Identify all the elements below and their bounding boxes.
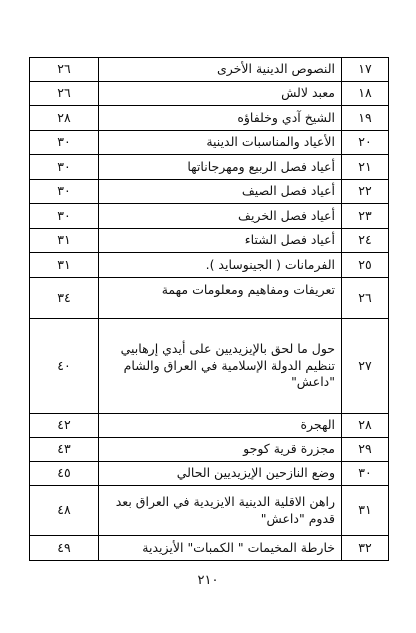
table-row — [30, 229, 389, 253]
entry-title: راهن الاقلية الدينية الايزيدية في العراق بعد قدوم "داعش" — [99, 486, 342, 536]
entry-number: ٢٢ — [342, 180, 389, 204]
entry-title: الفرمانات ( الجينوسايد ). — [99, 253, 342, 278]
entry-number: ٢٥ — [342, 253, 389, 278]
table-row — [30, 536, 389, 561]
entry-title: النصوص الدينية الأخرى — [99, 58, 342, 82]
entry-page: ٣٠ — [30, 155, 99, 180]
entry-number: ٢٤ — [342, 229, 389, 253]
entry-page: ٢٦ — [30, 58, 99, 82]
entry-title: الشيخ آدي وخلفاؤه — [99, 106, 342, 131]
entry-page: ٤٠ — [30, 319, 99, 414]
entry-title: أعياد فصل الشتاء — [99, 229, 342, 253]
entry-page: ٣٠ — [30, 204, 99, 229]
entry-number: ٢٨ — [342, 414, 389, 438]
entry-page: ٣٤ — [30, 278, 99, 319]
entry-page: ٣١ — [30, 253, 99, 278]
entry-title: وضع النازحين الإيزيديين الحالي — [99, 462, 342, 486]
entry-title: أعياد فصل الخريف — [99, 204, 342, 229]
entry-page: ٤٩ — [30, 536, 99, 561]
table-row — [30, 106, 389, 131]
entry-number: ١٩ — [342, 106, 389, 131]
table-row — [30, 462, 389, 486]
entry-number: ١٧ — [342, 58, 389, 82]
entry-number: ٣٠ — [342, 462, 389, 486]
entry-number: ٢٩ — [342, 438, 389, 462]
entry-page: ٢٦ — [30, 82, 99, 106]
entry-title: مجزرة قرية كوجو — [99, 438, 342, 462]
entry-page: ٤٣ — [30, 438, 99, 462]
table-row — [30, 438, 389, 462]
entry-number: ٢٣ — [342, 204, 389, 229]
entry-page: ٤٥ — [30, 462, 99, 486]
table-row — [30, 180, 389, 204]
entry-page: ٢٨ — [30, 106, 99, 131]
table-of-contents — [29, 57, 389, 561]
table-row — [30, 278, 389, 319]
entry-number: ٢١ — [342, 155, 389, 180]
entry-number: ٢٧ — [342, 319, 389, 414]
entry-title: تعريفات ومفاهيم ومعلومات مهمة — [99, 278, 342, 319]
entry-number: ٢٦ — [342, 278, 389, 319]
entry-page: ٣٠ — [30, 180, 99, 204]
entry-title: الأعياد والمناسبات الدينية — [99, 131, 342, 155]
entry-page: ٣٠ — [30, 131, 99, 155]
entry-number: ٢٠ — [342, 131, 389, 155]
entry-page: ٤٢ — [30, 414, 99, 438]
entry-number: ١٨ — [342, 82, 389, 106]
entry-title: الهجرة — [99, 414, 342, 438]
entry-title: خارطة المخيمات " الكمبات" الأيزيدية — [99, 536, 342, 561]
table-row — [30, 253, 389, 278]
table-row — [30, 414, 389, 438]
table-row — [30, 58, 389, 82]
table-row — [30, 82, 389, 106]
entry-title: حول ما لحق بالإيزيديين على أيدي إرهابيي تنظيم الدولة الإسلامية في العراق والشام "داعش" — [99, 319, 342, 414]
page-number: ٢١٠ — [197, 573, 219, 588]
table-row — [30, 319, 389, 414]
entry-number: ٣١ — [342, 486, 389, 536]
table-row — [30, 155, 389, 180]
entry-page: ٣١ — [30, 229, 99, 253]
entry-title: أعياد فصل الربيع ومهرجاناتها — [99, 155, 342, 180]
entry-number: ٣٢ — [342, 536, 389, 561]
entry-title: أعياد فصل الصيف — [99, 180, 342, 204]
table-row — [30, 204, 389, 229]
table-row — [30, 131, 389, 155]
entry-page: ٤٨ — [30, 486, 99, 536]
entry-title: معبد لالش — [99, 82, 342, 106]
table-row — [30, 486, 389, 536]
